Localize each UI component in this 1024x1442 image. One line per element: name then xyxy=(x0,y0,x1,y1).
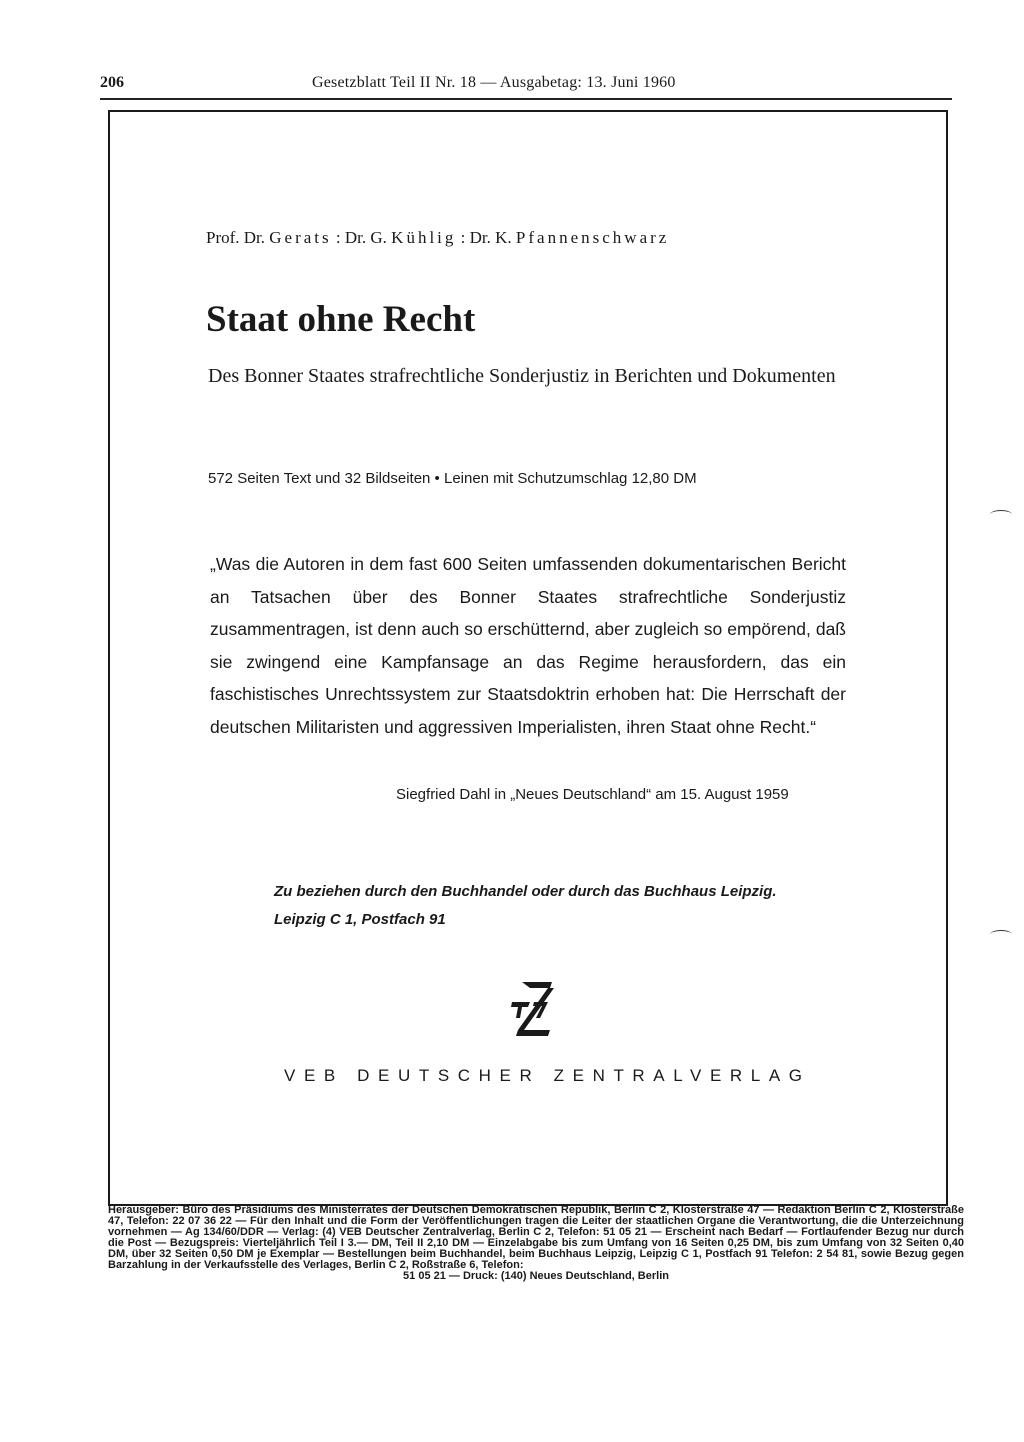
running-header: Gesetzblatt Teil II Nr. 18 — Ausgabetag: 13. Juni 1960 xyxy=(312,74,676,91)
author-separator: : xyxy=(460,228,466,247)
order-address: Leipzig C 1, Postfach 91 xyxy=(274,911,446,928)
author-separator: : xyxy=(335,228,341,247)
advertisement-box xyxy=(108,110,948,1206)
imprint xyxy=(108,1205,964,1282)
book-specs: 572 Seiten Text und 32 Bildseiten • Leinen mit Schutzumschlag 12,80 DM xyxy=(208,470,697,487)
author-name: Pfannenschwarz xyxy=(515,228,670,247)
publisher-name: VEB DEUTSCHER ZENTRALVERLAG xyxy=(284,1066,811,1085)
review-quote: „Was die Autoren in dem fast 600 Seiten umfassenden dokumentarischen Bericht an Tatsachen über des Bonner Staates strafrechtliche Sonderjustiz zusammentragen, ist denn auch so erschütternd, aber zugleich so empörend, daß sie zwingend eine Kampfansage an das Regime herausfordern, das ein faschistisches Unrechtssystem zur Staatsdoktrin erhoben hat: Die Herrschaft der deutschen Militaristen und aggressiven Imperialisten, ihren Staat ohne Recht.“ xyxy=(210,554,846,737)
imprint-text: Herausgeber: Büro des Präsidiums des Ministerrates der Deutschen Demokratischen Republik, Berlin C 2, Klosterstraße 47 — Redaktion Berlin C 2, Klosterstraße 47, Telefon: 22 07 36 22 — Für den Inhalt und die Form der Veröffentlichungen tragen die Leiter der staatlichen Organe die Verantwortung, die die Unterzeichnung vornehmen — Ag 134/60/DDR — Verlag: (4) VEB Deutscher Zentralverlag, Berlin C 2, Telefon: 51 05 21 — Erscheint nach Bedarf — Fortlaufender Bezug nur durch die Post — Bezugspreis: Vierteljährlich Teil I 3.— DM, Teil II 2,10 DM — Einzelabgabe bis zum Umfang von 16 Seiten 0,25 DM, bis zum Umfang von 32 Seiten 0,40 DM, über 32 Seiten 0,50 DM je Exemplar — Bestellungen beim Buchhandel, beim Buchhaus Leipzig, Leipzig C 1, Postfach 91 Telefon: 2 54 81, sowie Bezug gegen Barzahlung in der Verkaufsstelle des Verlages, Berlin C 2, Roßstraße 6, Telefon: xyxy=(108,1204,964,1271)
page-number: 206 xyxy=(100,74,124,91)
author-name: Kühlig xyxy=(391,228,457,247)
order-line: Zu beziehen durch den Buchhandel oder durch das Buchhaus Leipzig. xyxy=(274,883,777,900)
margin-mark xyxy=(990,930,1012,939)
vdz-publisher-logo-icon xyxy=(508,978,560,1038)
quote-source: Siegfried Dahl in „Neues Deutschland“ am 15. August 1959 xyxy=(396,786,789,803)
book-subtitle: Des Bonner Staates strafrechtliche Sonderjustiz in Berichten und Dokumenten xyxy=(208,365,836,387)
author-line xyxy=(206,228,669,248)
book-title: Staat ohne Recht xyxy=(206,299,476,340)
author-prefix: Dr. K. xyxy=(469,228,512,247)
imprint-text-end: 51 05 21 — Druck: (140) Neues Deutschland, Berlin xyxy=(403,1270,669,1282)
author-prefix: Prof. Dr. xyxy=(206,228,266,247)
margin-mark xyxy=(990,510,1012,519)
header-rule xyxy=(100,98,952,100)
author-prefix: Dr. G. xyxy=(344,228,387,247)
order-info xyxy=(274,878,874,934)
author-name: Gerats xyxy=(269,228,332,247)
